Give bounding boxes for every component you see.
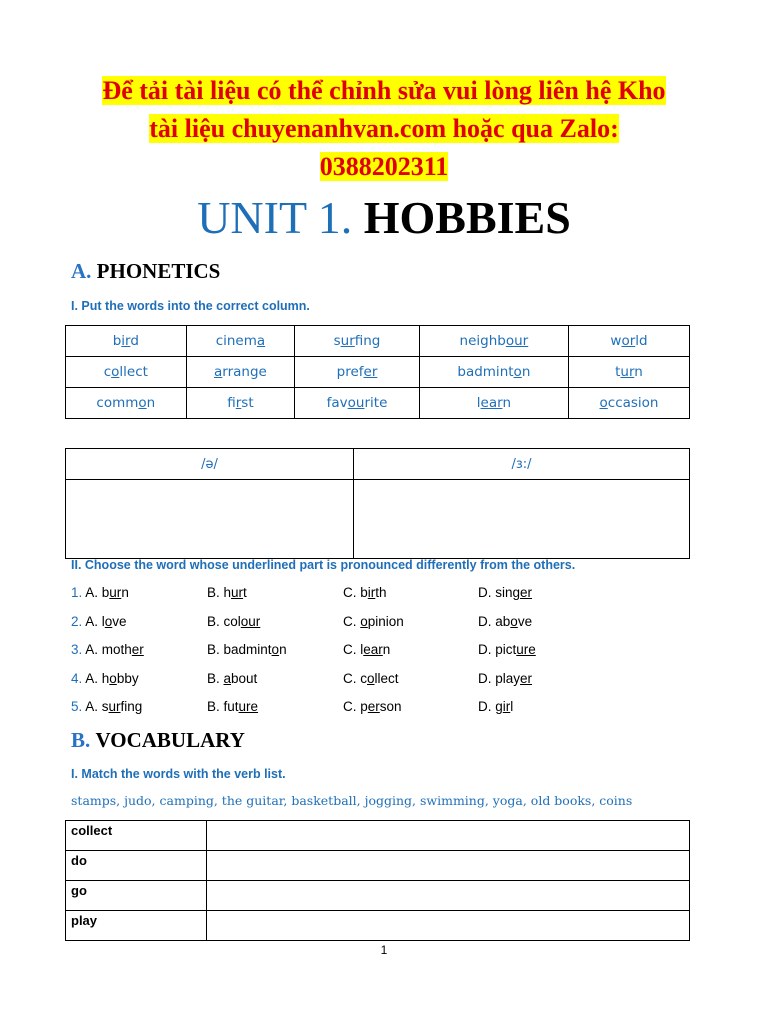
option-letter: A. [85, 585, 102, 600]
word-cell [419, 357, 568, 388]
question-row [71, 671, 691, 691]
answer-option[interactable] [343, 671, 399, 686]
option-word: singer [495, 585, 533, 600]
answer-option[interactable] [478, 642, 536, 657]
underlined-part: a [214, 364, 223, 380]
verb-answer-cell[interactable] [207, 881, 690, 911]
answer-option[interactable] [343, 642, 390, 657]
question-number: 3. [71, 642, 86, 657]
option-letter: A. [85, 613, 102, 629]
option-word: hurt [223, 585, 247, 600]
phonetic-word: surfing [333, 333, 381, 349]
option-word: love [101, 613, 127, 629]
question-row [71, 585, 691, 605]
phonetic-word: world [610, 333, 648, 349]
underlined-part: or [621, 333, 636, 349]
underlined-part: ure [238, 699, 259, 714]
underlined-part: ur [109, 585, 122, 600]
underlined-part: er [520, 670, 533, 686]
download-notice [0, 72, 768, 186]
phonetic-word: cinema [215, 333, 266, 349]
unit-number: UNIT 1. [197, 192, 353, 243]
phonetic-word: badminton [457, 364, 531, 380]
question-row [71, 642, 691, 662]
underlined-part: o [271, 642, 280, 657]
answer-option[interactable] [71, 699, 142, 714]
notice-line-2: tài liệu chuyenanhvan.com hoặc qua Zalo: [149, 114, 619, 143]
option-word: hobby [101, 670, 139, 686]
question-row [71, 699, 691, 719]
phonetic-word: prefer [336, 364, 378, 380]
word-cell [419, 388, 568, 419]
verb-answer-cell[interactable] [207, 911, 690, 941]
word-cell [419, 326, 568, 357]
option-letter: A. [85, 670, 102, 686]
word-cell [66, 357, 187, 388]
vocabulary-word-list: stamps, judo, camping, the guitar, basketball, jogging, swimming, yoga, old books, coins [71, 793, 633, 808]
word-cell [66, 326, 187, 357]
underlined-part: er [520, 585, 533, 600]
option-word: birth [360, 585, 387, 600]
word-table-row [66, 326, 690, 357]
phonetic-word: favourite [326, 395, 388, 411]
unit-title [0, 190, 768, 246]
underlined-part: ear [363, 642, 383, 657]
answer-option[interactable] [343, 614, 404, 629]
underlined-part: ir [121, 333, 131, 349]
word-cell [295, 388, 420, 419]
underlined-part: ou [347, 395, 365, 411]
sound-columns-table [65, 448, 690, 559]
answer-cell-schwa[interactable] [66, 480, 354, 559]
answer-option[interactable] [71, 614, 127, 629]
option-word: colour [223, 613, 261, 629]
underlined-part: ur [108, 699, 121, 714]
verb-row [66, 881, 690, 911]
underlined-part: a [223, 670, 232, 686]
underlined-part: ur [340, 333, 355, 349]
option-word: player [495, 670, 533, 686]
answer-option[interactable] [478, 614, 532, 629]
underlined-part: o [367, 670, 375, 686]
word-cell [186, 388, 295, 419]
word-cell [569, 326, 690, 357]
answer-option[interactable] [207, 671, 257, 686]
answer-option[interactable] [343, 699, 402, 714]
notice-line-3: 0388202311 [319, 152, 449, 181]
option-letter: C. [343, 642, 361, 657]
option-letter: A. [85, 699, 102, 714]
option-letter: D. [478, 585, 496, 600]
underlined-part: our [505, 333, 529, 349]
underlined-part: er [367, 699, 380, 714]
option-word: picture [495, 642, 536, 657]
question-number: 1. [71, 585, 86, 600]
answer-option[interactable] [71, 585, 129, 600]
option-word: girl [495, 699, 514, 714]
option-letter: B. [207, 613, 224, 629]
option-word: person [360, 699, 402, 714]
phonetic-word: common [96, 395, 156, 411]
answer-option[interactable] [207, 699, 258, 714]
answer-option[interactable] [71, 642, 144, 657]
notice-line-1: Để tải tài liệu có thể chỉnh sửa vui lòng liên hệ Kho [102, 76, 666, 105]
option-word: burn [101, 585, 129, 600]
underlined-part: ur [620, 364, 635, 380]
underlined-part: ure [516, 642, 536, 657]
word-cell [186, 326, 295, 357]
underlined-part: ir [235, 395, 242, 411]
phonetic-word: neighbour [459, 333, 529, 349]
verb-label: collect [66, 821, 207, 851]
option-word: future [223, 699, 259, 714]
underlined-part: o [599, 395, 608, 411]
word-cell [295, 357, 420, 388]
phonetic-word: first [227, 395, 254, 411]
underlined-part: a [256, 333, 266, 349]
option-word: collect [360, 670, 399, 686]
option-letter: C. [343, 585, 361, 600]
section-b-heading [71, 728, 245, 753]
answer-option[interactable] [478, 671, 532, 686]
underlined-part: o [510, 613, 518, 629]
option-letter: B. [207, 642, 224, 657]
option-word: badminton [223, 642, 287, 657]
option-letter: D. [478, 699, 496, 714]
underlined-part: o [109, 670, 117, 686]
phonetic-word: occasion [599, 395, 659, 411]
task-a2-instruction: II. Choose the word whose underlined part is pronounced differently from the others. [71, 558, 576, 572]
word-cell [569, 388, 690, 419]
word-table-row [66, 388, 690, 419]
underlined-part: o [360, 613, 368, 629]
verb-matching-table [65, 820, 690, 941]
question-row [71, 614, 691, 634]
verb-answer-cell[interactable] [207, 821, 690, 851]
option-letter: D. [478, 642, 496, 657]
word-cell [66, 388, 187, 419]
section-b-letter: B. [71, 728, 91, 752]
verb-row [66, 911, 690, 941]
underlined-part: our [240, 613, 261, 629]
sound-column-er: /ɜ:/ [353, 449, 689, 480]
underlined-part: ir [502, 699, 511, 714]
option-letter: C. [343, 699, 361, 714]
underlined-part: o [104, 613, 113, 629]
answer-option[interactable] [478, 585, 532, 600]
sound-column-schwa: /ə/ [66, 449, 354, 480]
underlined-part: er [363, 364, 378, 380]
question-number: 4. [71, 670, 86, 686]
phonetics-word-table [65, 325, 690, 419]
underlined-part: ear [480, 395, 503, 411]
option-letter: B. [207, 585, 224, 600]
verb-label: do [66, 851, 207, 881]
word-table-row [66, 357, 690, 388]
word-cell [295, 326, 420, 357]
phonetic-word: collect [103, 364, 148, 380]
option-word: about [223, 670, 258, 686]
verb-label: play [66, 911, 207, 941]
unit-name: HOBBIES [363, 192, 571, 243]
option-word: learn [360, 642, 391, 657]
option-letter: C. [343, 670, 361, 686]
section-a-title: PHONETICS [96, 259, 221, 283]
verb-answer-cell[interactable] [207, 851, 690, 881]
question-number: 5. [71, 699, 86, 714]
answer-option[interactable] [71, 671, 139, 686]
task-b1-instruction: I. Match the words with the verb list. [71, 767, 286, 781]
underlined-part: ur [231, 585, 244, 600]
option-letter: D. [478, 613, 496, 629]
phonetic-word: bird [112, 333, 139, 349]
option-letter: B. [207, 670, 224, 686]
page-number: 1 [380, 943, 388, 957]
option-word: above [495, 613, 533, 629]
underlined-part: er [131, 642, 144, 657]
answer-cell-er[interactable] [353, 480, 689, 559]
task-a1-instruction: I. Put the words into the correct column. [71, 299, 310, 313]
phonetic-word: turn [615, 364, 643, 380]
section-a-heading [71, 259, 220, 284]
answer-option[interactable] [207, 614, 260, 629]
option-word: surfing [101, 699, 143, 714]
section-a-letter: A. [71, 259, 92, 283]
underlined-part: o [513, 364, 522, 380]
word-cell [569, 357, 690, 388]
question-number: 2. [71, 613, 86, 629]
option-letter: A. [85, 642, 102, 657]
verb-row [66, 851, 690, 881]
phonetic-word: learn [476, 395, 511, 411]
option-letter: C. [343, 613, 361, 629]
answer-option[interactable] [207, 585, 247, 600]
answer-option[interactable] [478, 699, 513, 714]
section-b-title: VOCABULARY [95, 728, 245, 752]
underlined-part: ir [367, 585, 376, 600]
verb-row [66, 821, 690, 851]
answer-option[interactable] [343, 585, 387, 600]
option-word: opinion [360, 613, 404, 629]
underlined-part: o [138, 395, 147, 411]
option-letter: B. [207, 699, 224, 714]
underlined-part: o [111, 364, 120, 380]
phonetic-word: arrange [214, 364, 267, 380]
answer-option[interactable] [207, 642, 287, 657]
option-word: mother [101, 642, 144, 657]
word-cell [186, 357, 295, 388]
verb-label: go [66, 881, 207, 911]
option-letter: D. [478, 670, 496, 686]
